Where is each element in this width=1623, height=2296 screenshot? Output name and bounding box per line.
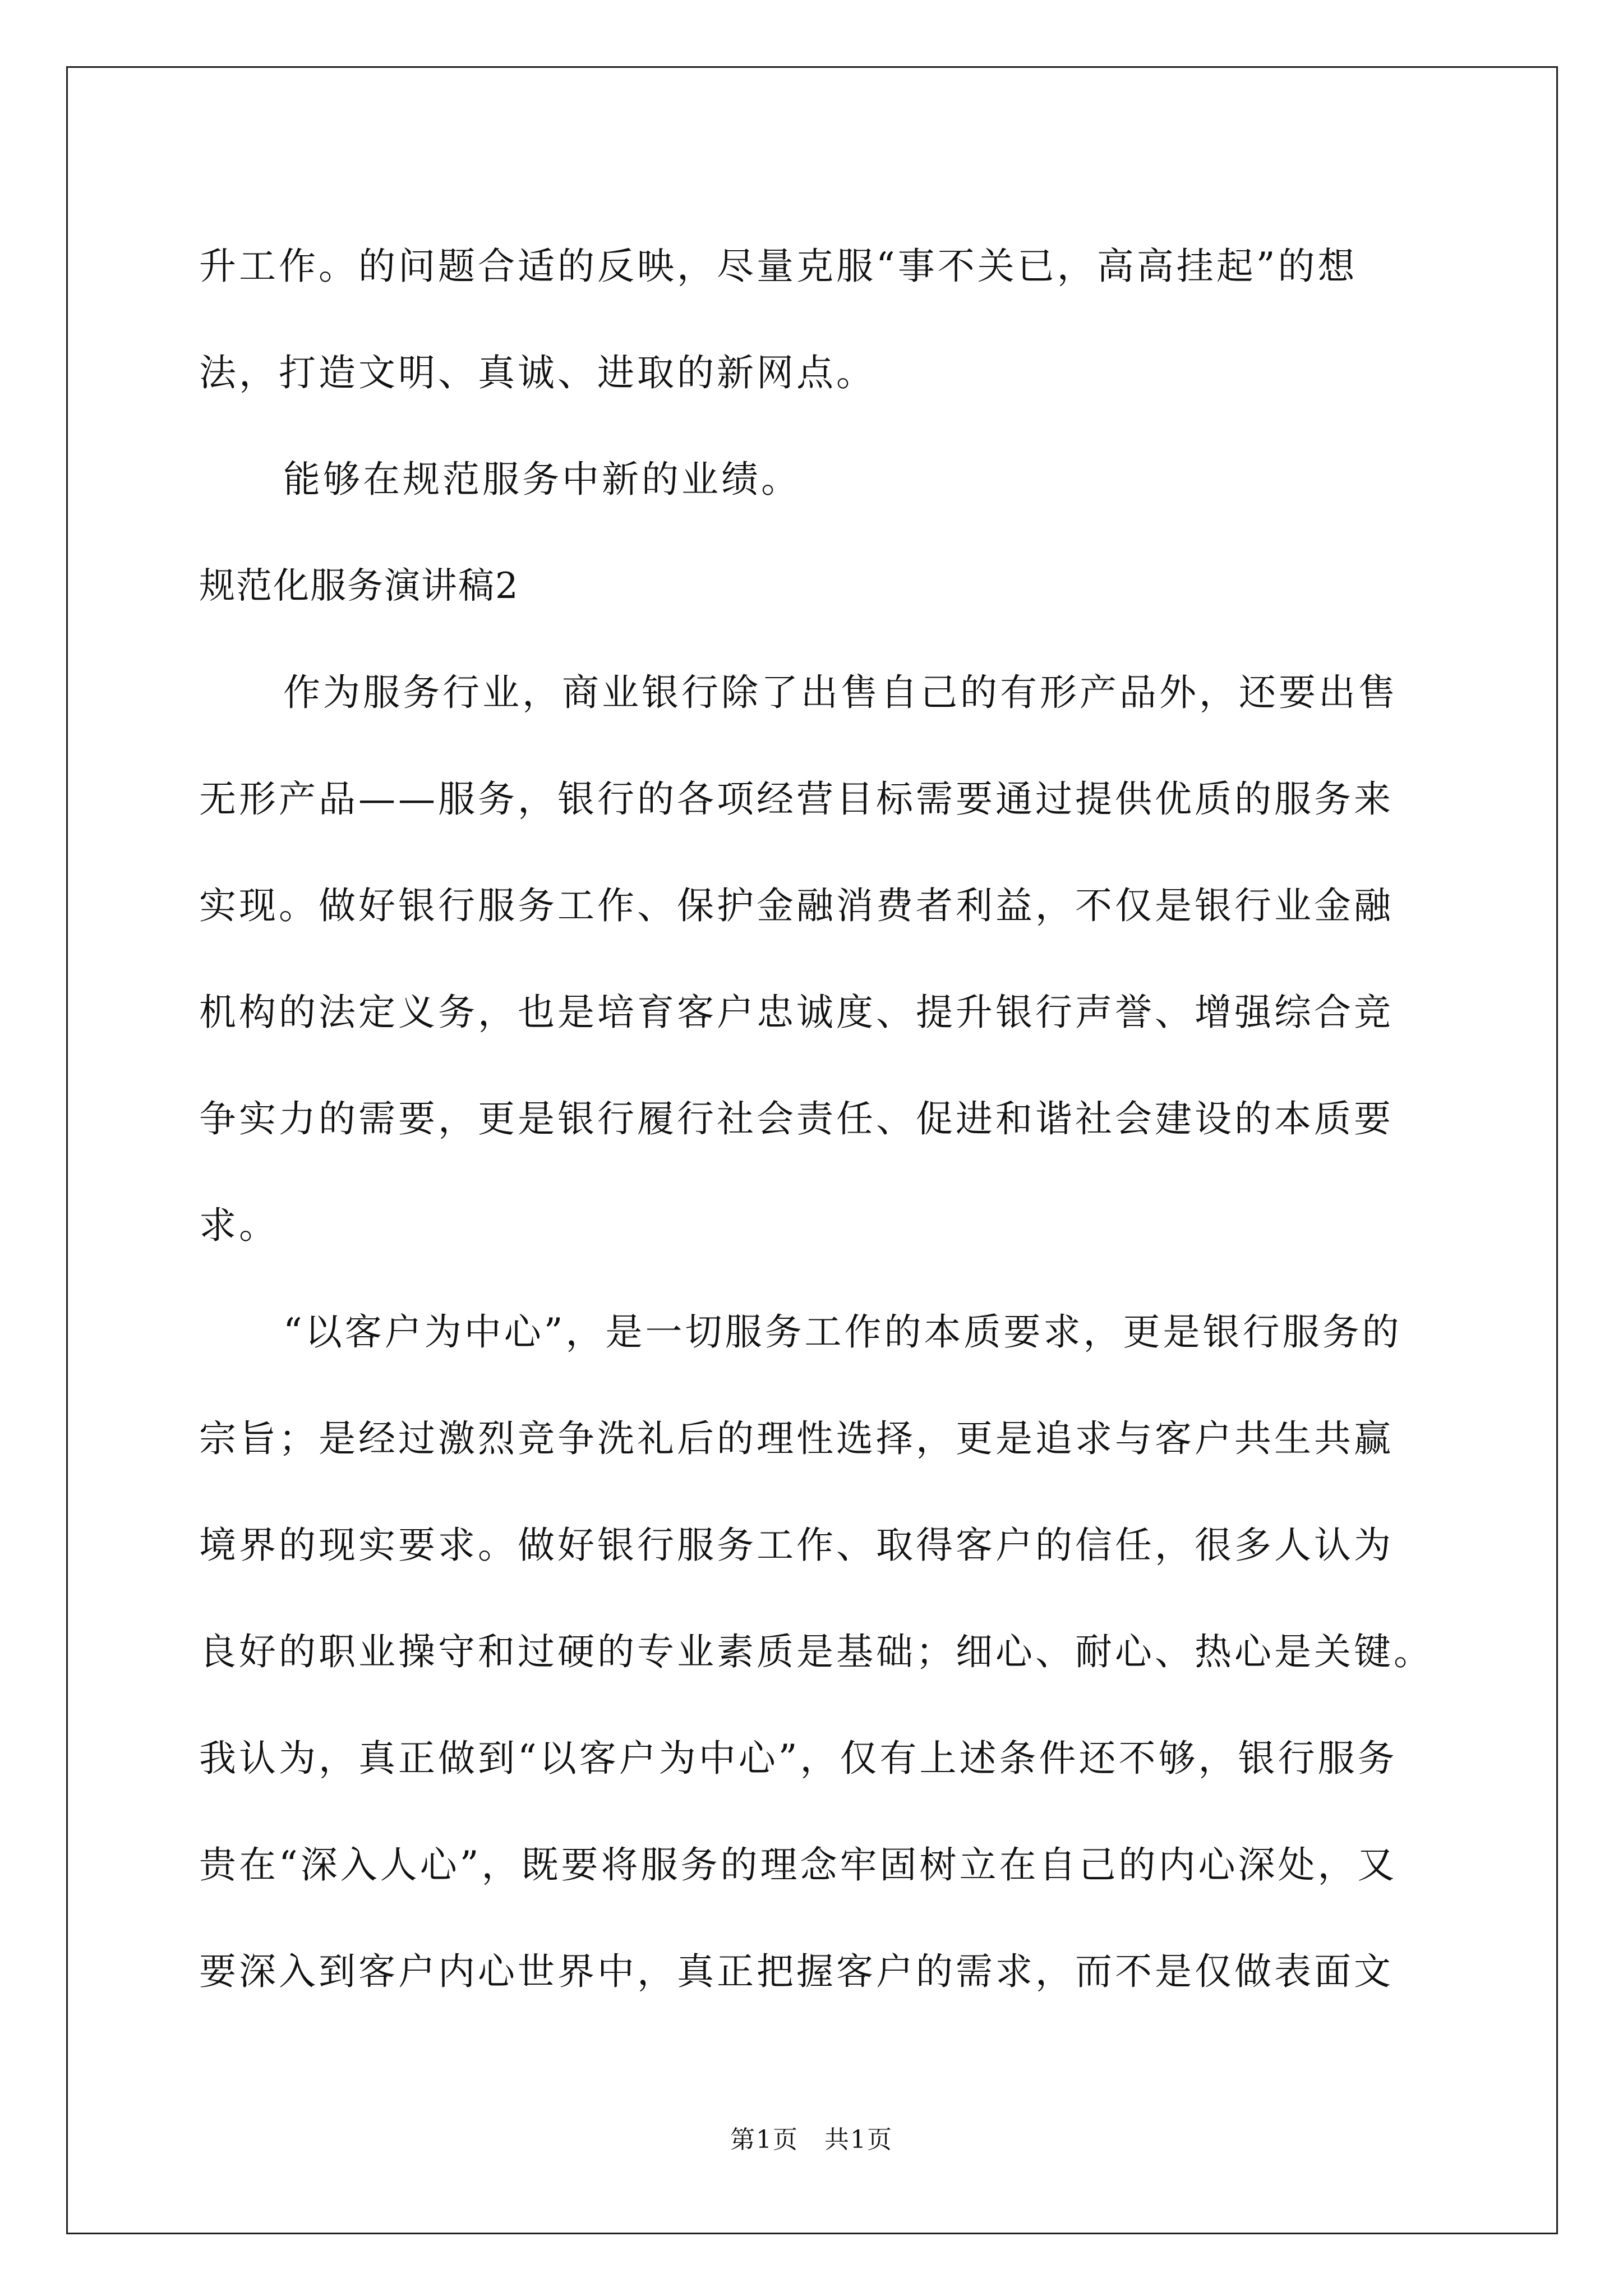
text-line: 我认为，真正做到“以客户为中心”，仅有上述条件还不够，银行服务 [199,1737,1398,1780]
text-line: “以客户为中心”，是一切服务工作的本质要求，更是银行服务的 [283,1310,1402,1354]
text-line: 能够在规范服务中新的业绩。 [283,458,801,501]
text-line: 贵在“深入人心”，既要将服务的理念牢固树立在自己的内心深处，又 [199,1843,1398,1887]
text-line: 实现。做好银行服务工作、保护金融消费者利益，不仅是银行业金融 [199,884,1394,927]
page-number: 第1页 共1页 [730,2125,893,2154]
text-line: 求。 [199,1204,279,1247]
text-line: 良好的职业操守和过硬的专业素质是基础；细心、耐心、热心是关键。 [199,1630,1433,1673]
text-line: 机构的法定义务，也是培育客户忠诚度、提升银行声誉、增强综合竞 [199,991,1394,1034]
text-line: 升工作。的问题合适的反映，尽量克服“事不关已，高高挂起”的想 [199,245,1358,288]
text-line: 要深入到客户内心世界中，真正把握客户的需求，而不是仅做表面文 [199,1950,1394,1993]
section-heading: 规范化服务演讲稿2 [199,565,519,607]
text-line: 无形产品——服务，银行的各项经营目标需要通过提供优质的服务来 [199,777,1394,821]
text-line: 境界的现实要求。做好银行服务工作、取得客户的信任，很多人认为 [199,1524,1394,1567]
text-line: 争实力的需要，更是银行履行社会责任、促进和谐社会建设的本质要 [199,1097,1394,1140]
text-line: 法，打造文明、真诚、进取的新网点。 [199,351,876,394]
document-body [199,213,1433,2025]
text-line: 宗旨；是经过激烈竞争洗礼后的理性选择，更是追求与客户共生共赢 [199,1417,1394,1460]
text-line: 作为服务行业，商业银行除了出售自己的有形产品外，还要出售 [283,671,1398,714]
